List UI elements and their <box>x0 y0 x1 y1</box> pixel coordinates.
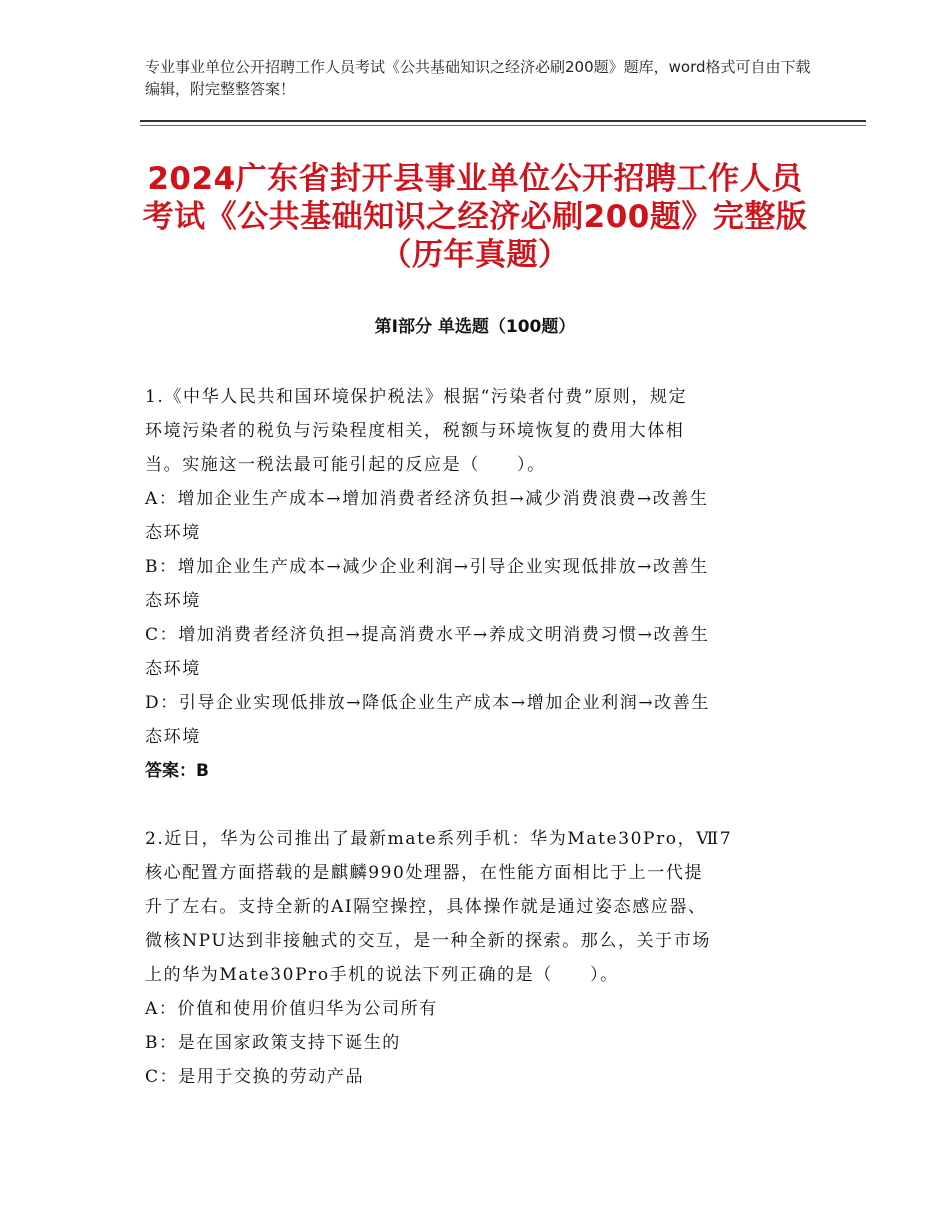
question-stem-line: 核心配置方面搭载的是麒麟990处理器，在性能方面相比于上一代提 <box>145 863 704 883</box>
header-divider <box>140 120 866 122</box>
header-divider-thin <box>140 125 866 126</box>
option-b-line: B：增加企业生产成本→减少企业利润→引导企业实现低排放→改善生 <box>145 557 709 577</box>
option-a-line: A：增加企业生产成本→增加消费者经济负担→减少消费浪费→改善生 <box>145 489 709 509</box>
question-stem-line: 微核NPU达到非接触式的交互，是一种全新的探索。那么，关于市场 <box>145 931 711 951</box>
question-stem-line: 1.《中华人民共和国环境保护税法》根据“污染者付费”原则，规定 <box>145 387 688 407</box>
option-d-line: 态环境 <box>145 727 201 747</box>
question-stem-line: 当。实施这一税法最可能引起的反应是（ ）。 <box>145 455 546 475</box>
option-c-line: 态环境 <box>145 659 201 679</box>
section-heading: 第Ⅰ部分 单选题（100题） <box>374 317 576 337</box>
option-c-line: C：增加消费者经济负担→提高消费水平→养成文明消费习惯→改善生 <box>145 625 710 645</box>
question-stem-line: 上的华为Mate30Pro手机的说法下列正确的是（ ）。 <box>145 965 619 985</box>
question-list <box>145 380 810 1128</box>
option-b-line: B：是在国家政策支持下诞生的 <box>145 1033 401 1053</box>
document-title: 2024广东省封开县事业单位公开招聘工作人员考试《公共基础知识之经济必刷200题》完整版（历年真题） <box>142 161 808 273</box>
answer-label: 答案：B <box>145 761 209 781</box>
option-c-line: C：是用于交换的劳动产品 <box>145 1067 365 1087</box>
question-2 <box>145 822 810 1094</box>
option-d-line: D：引导企业实现低排放→降低企业生产成本→增加企业利润→改善生 <box>145 693 710 713</box>
question-stem-line: 环境污染者的税负与污染程度相关，税额与环境恢复的费用大体相 <box>145 421 685 441</box>
option-a-line: A：价值和使用价值归华为公司所有 <box>145 999 438 1019</box>
option-b-line: 态环境 <box>145 591 201 611</box>
question-stem-line: 2.近日，华为公司推出了最新mate系列手机：华为Mate30Pro，Ⅶ7 <box>145 829 733 849</box>
header-note: 专业事业单位公开招聘工作人员考试《公共基础知识之经济必刷200题》题库，word格式可自由下载编辑，附完整整答案！ <box>145 58 811 98</box>
question-stem-line: 升了左右。支持全新的AI隔空操控，具体操作就是通过姿态感应器、 <box>145 897 707 917</box>
question-1 <box>145 380 810 788</box>
option-a-line: 态环境 <box>145 523 201 543</box>
